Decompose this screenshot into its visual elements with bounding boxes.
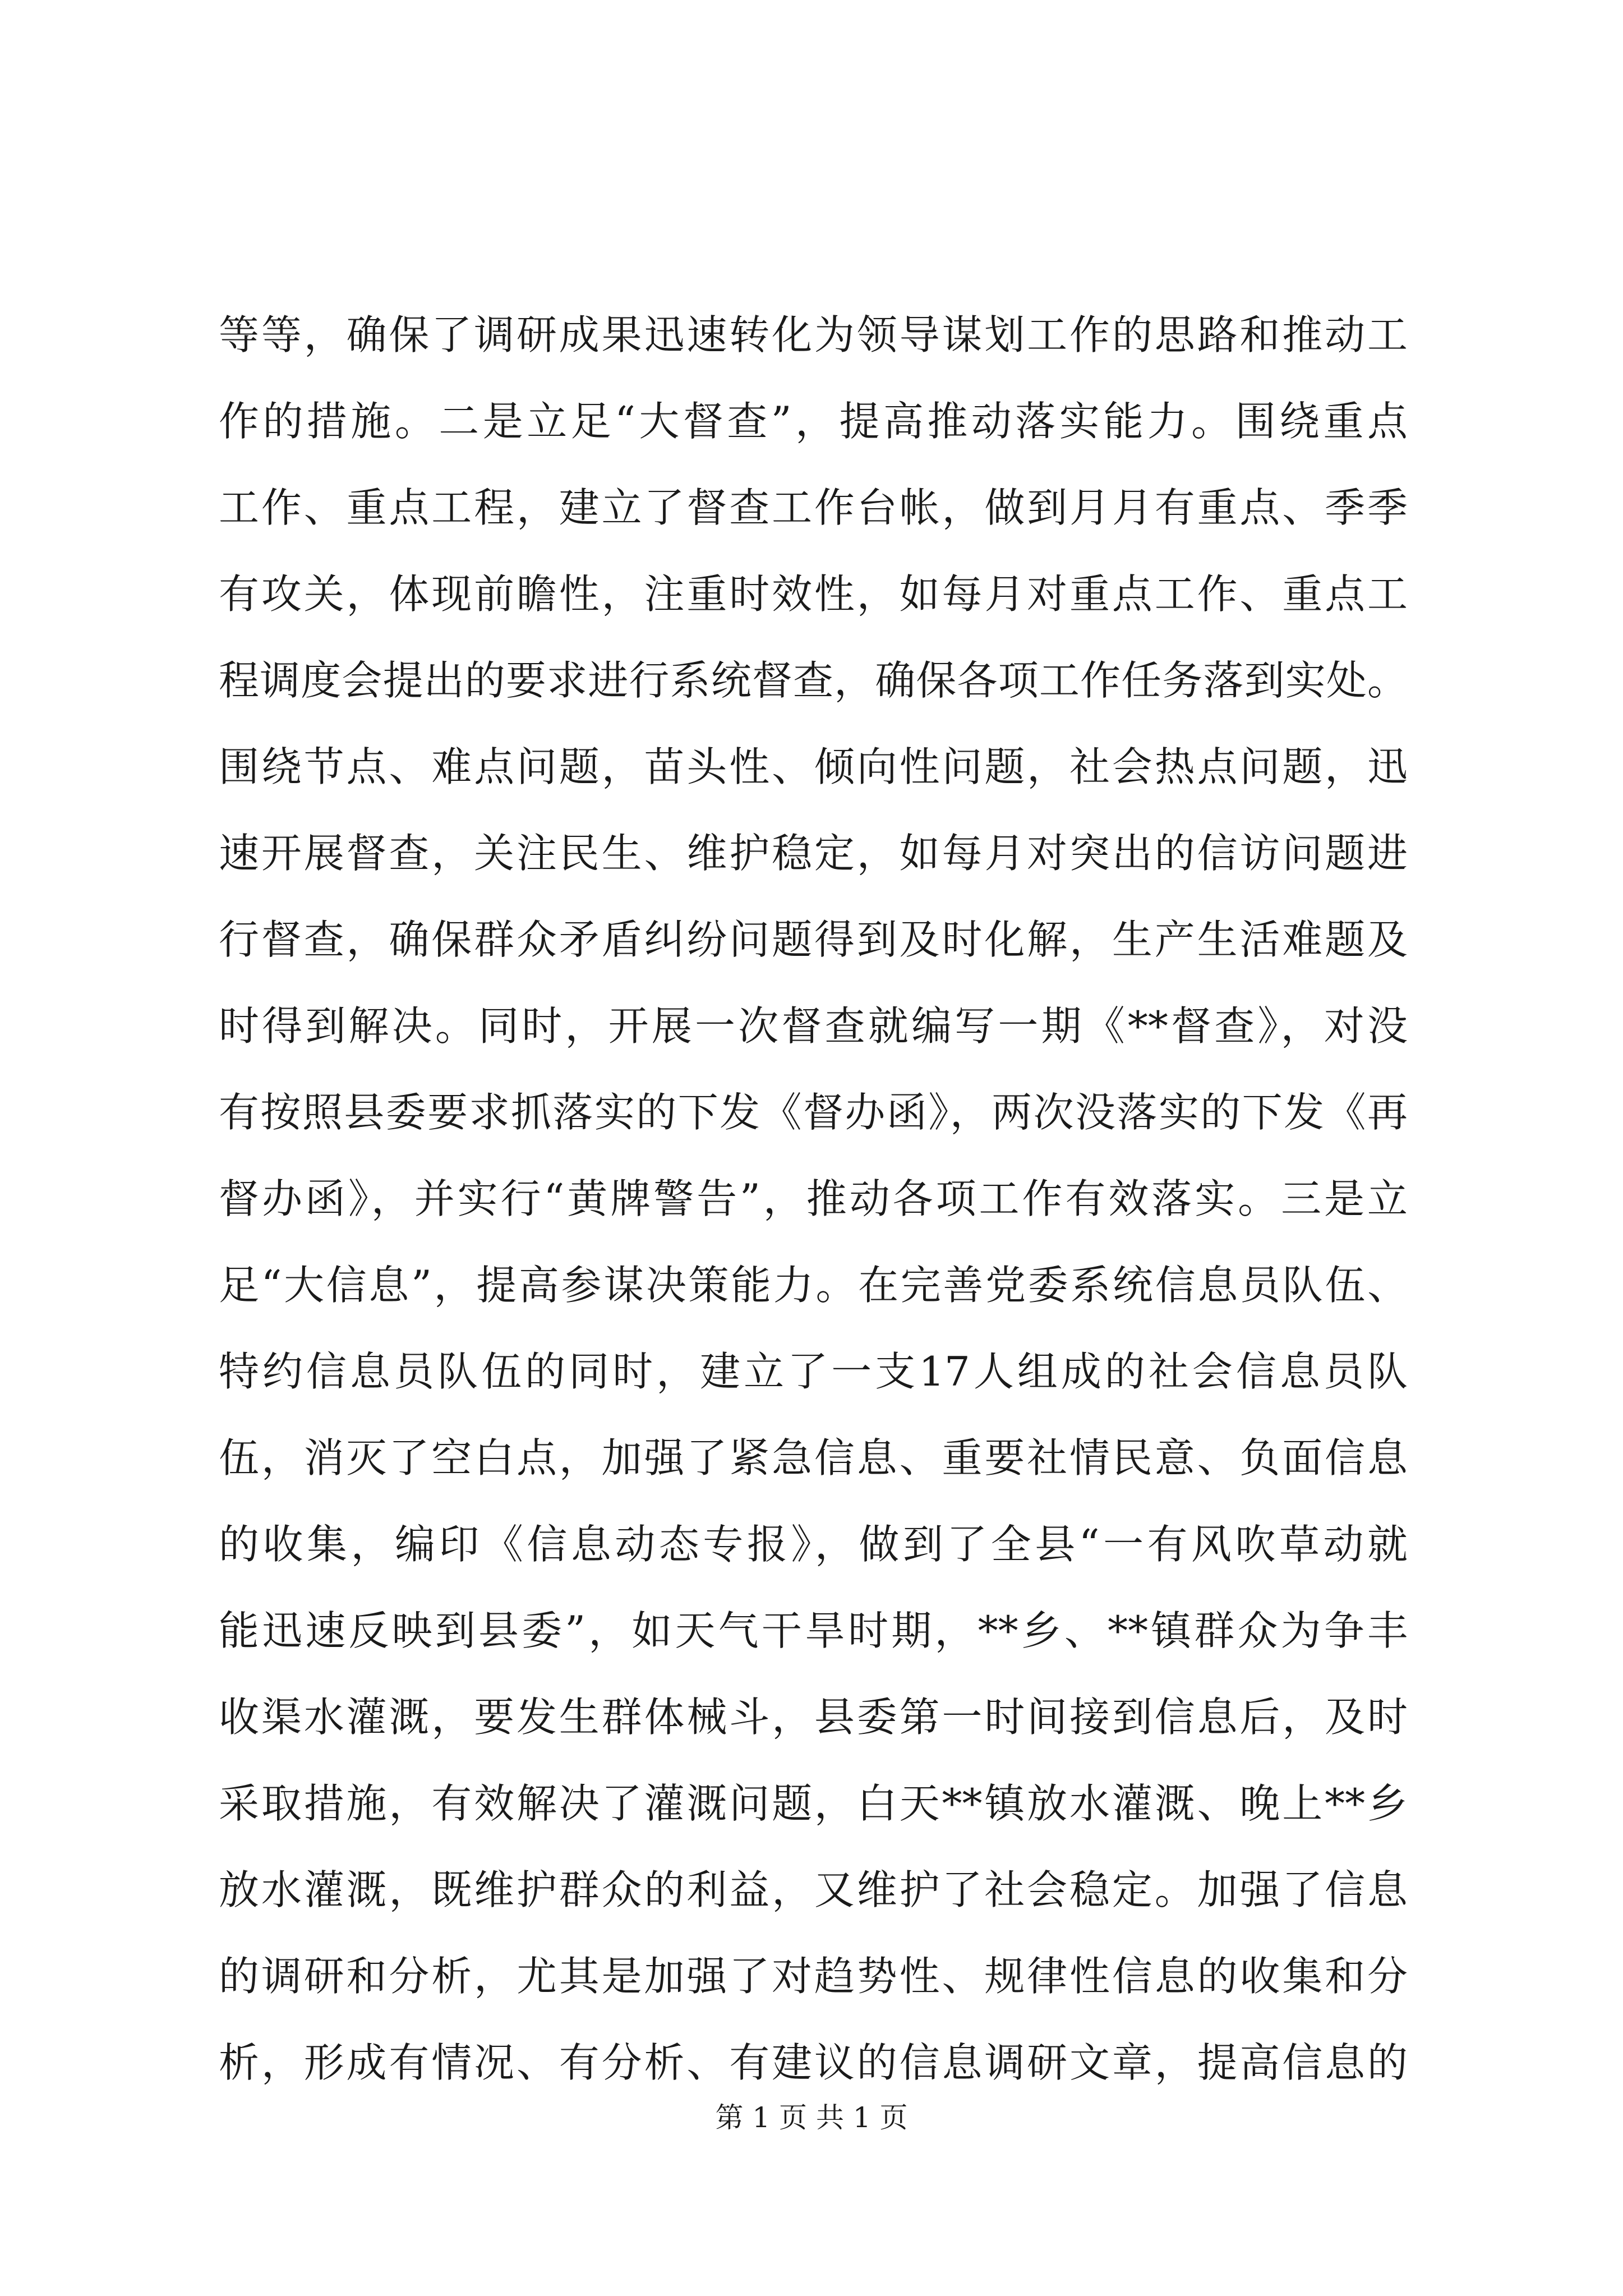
text-line: 放水灌溉，既维护群众的利益，又维护了社会稳定。加强了信息 — [219, 1866, 1408, 1913]
text-line: 特约信息员队伍的同时，建立了一支17人组成的社会信息员队 — [219, 1348, 1408, 1395]
text-line: 督办函》，并实行“黄牌警告”，推动各项工作有效落实。三是立 — [219, 1175, 1408, 1222]
text-line: 行督查，确保群众矛盾纠纷问题得到及时化解，生产生活难题及 — [219, 916, 1408, 963]
page-footer — [0, 2098, 1623, 2137]
body-text — [219, 292, 1408, 2106]
text-line: 程调度会提出的要求进行系统督查，确保各项工作任务落到实处。 — [219, 657, 1408, 704]
text-line: 时得到解决。同时，开展一次督查就编写一期《**督查》，对没 — [219, 1002, 1408, 1050]
text-line: 有按照县委要求抓落实的下发《督办函》，两次没落实的下发《再 — [219, 1089, 1408, 1136]
text-line: 能迅速反映到县委”，如天气干旱时期，**乡、**镇群众为争丰 — [219, 1607, 1408, 1654]
text-line: 足“大信息”，提高参谋决策能力。在完善党委系统信息员队伍、 — [219, 1262, 1408, 1309]
text-line: 作的措施。二是立足“大督查”，提高推动落实能力。围绕重点 — [219, 398, 1408, 445]
text-line: 收渠水灌溉，要发生群体械斗，县委第一时间接到信息后，及时 — [219, 1694, 1408, 1741]
text-line: 工作、重点工程，建立了督查工作台帐，做到月月有重点、季季 — [219, 484, 1408, 531]
text-line: 伍，消灭了空白点，加强了紧急信息、重要社情民意、负面信息 — [219, 1434, 1408, 1481]
text-line: 围绕节点、难点问题，苗头性、倾向性问题，社会热点问题，迅 — [219, 743, 1408, 790]
text-line: 速开展督查，关注民生、维护稳定，如每月对突出的信访问题进 — [219, 830, 1408, 877]
text-line: 的收集，编印《信息动态专报》，做到了全县“一有风吹草动就 — [219, 1521, 1408, 1568]
text-line: 的调研和分析，尤其是加强了对趋势性、规律性信息的收集和分 — [219, 1953, 1408, 2000]
text-line: 析，形成有情况、有分析、有建议的信息调研文章，提高信息的 — [219, 2039, 1408, 2086]
text-line: 有攻关，体现前瞻性，注重时效性，如每月对重点工作、重点工 — [219, 570, 1408, 618]
text-line: 等等，确保了调研成果迅速转化为领导谋划工作的思路和推动工 — [219, 311, 1408, 358]
text-line: 采取措施，有效解决了灌溉问题，白天**镇放水灌溉、晚上**乡 — [219, 1780, 1408, 1827]
page-number-label: 第 1 页 共 1 页 — [715, 2101, 908, 2134]
